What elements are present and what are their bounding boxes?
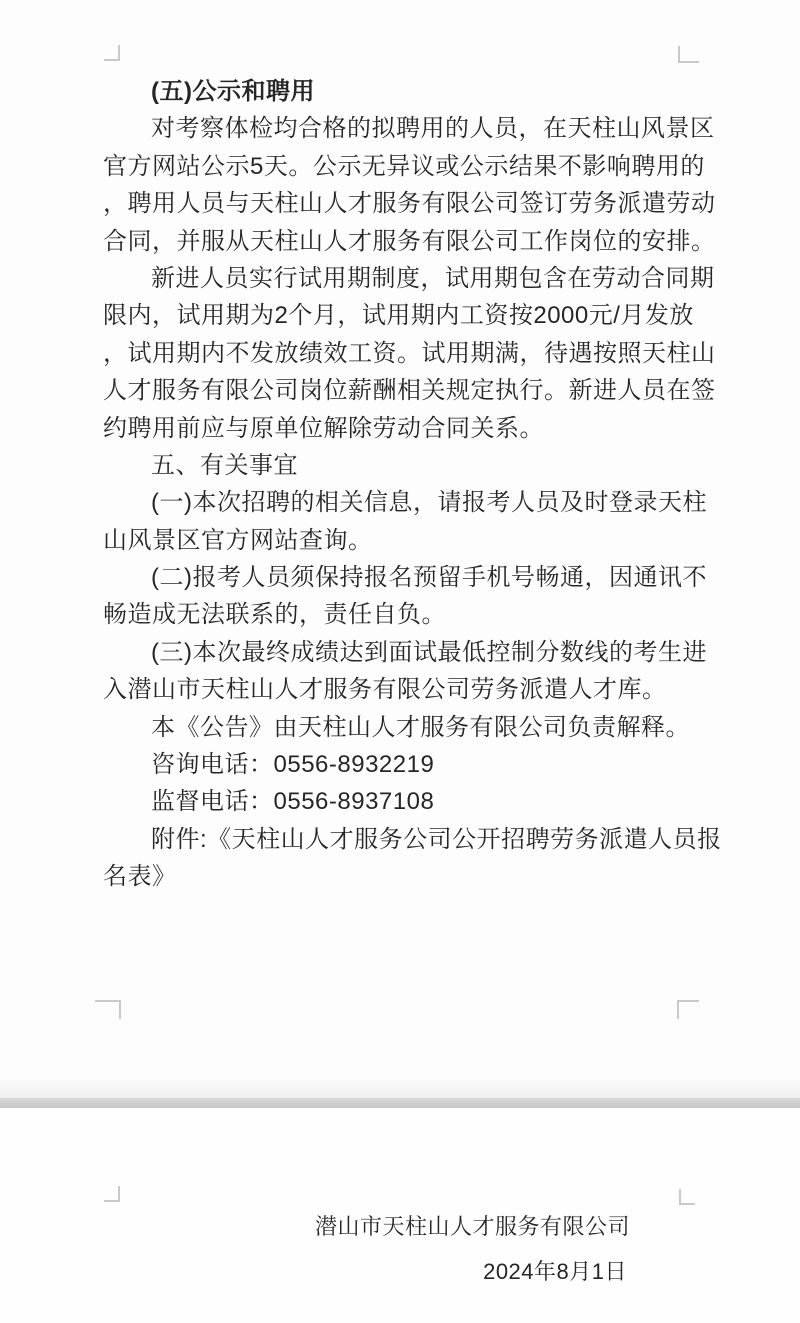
- document-line: 约聘用前应与原单位解除劳动合同关系。: [103, 414, 544, 442]
- document-line: 本《公告》由天柱山人才服务有限公司负责解释。: [151, 713, 690, 741]
- page-break-separator: [0, 1098, 800, 1108]
- attachment-line: 名表》: [103, 863, 177, 891]
- supervision-phone-line: 监督电话：0556-8937108: [151, 788, 435, 816]
- attachment-line: 附件:《天柱山人才服务公司公开招聘劳务派遣人员报: [151, 825, 722, 853]
- document-line: (三)本次最终成绩达到面试最低控制分数线的考生进: [151, 638, 707, 666]
- document-line: 畅造成无法联系的，责任自负。: [103, 601, 446, 629]
- document-line: 对考察体检均合格的拟聘用的人员，在天柱山风景区: [151, 115, 715, 143]
- document-line: 新进人员实行试用期制度，试用期包含在劳动合同期: [151, 264, 715, 292]
- margin-crop-mark-top-left: [104, 45, 120, 61]
- margin-crop-mark-top-right: [678, 46, 699, 63]
- document-line: ，聘用人员与天柱山人才服务有限公司签订劳务派遣劳动: [103, 190, 716, 218]
- signature-date: 2024年8月1日: [483, 1259, 627, 1284]
- document-line: ，试用期内不发放绩效工资。试用期满，待遇按照天柱山: [103, 339, 716, 367]
- document-line: 官方网站公示5天。公示无异议或公示结果不影响聘用的: [103, 152, 705, 180]
- document-line: (一)本次招聘的相关信息，请报考人员及时登录天柱: [151, 489, 707, 517]
- signature-company-name: 潜山市天柱山人才服务有限公司: [314, 1214, 630, 1239]
- document-line: (二)报考人员须保持报名预留手机号畅通，因通讯不: [151, 564, 707, 592]
- document-line: 人才服务有限公司岗位薪酬相关规定执行。新进人员在签: [103, 377, 716, 405]
- document-line: 合同，并服从天柱山人才服务有限公司工作岗位的安排。: [103, 227, 716, 255]
- contact-phone-line: 咨询电话：0556-8932219: [151, 751, 435, 779]
- margin-crop-mark-top-left: [104, 1186, 120, 1202]
- page-bottom-shadow: [0, 1078, 800, 1098]
- margin-crop-mark-bottom-left: [95, 1000, 121, 1019]
- margin-crop-mark-top-right: [679, 1189, 695, 1205]
- margin-crop-mark-bottom-right: [677, 1000, 699, 1019]
- document-line: 入潜山市天柱山人才服务有限公司劳务派遣人才库。: [103, 676, 667, 704]
- document-line: 限内，试用期为2个月，试用期内工资按2000元/月发放: [103, 302, 694, 330]
- section-heading: 五、有关事宜: [151, 451, 298, 479]
- section-heading: (五)公示和聘用: [151, 78, 315, 105]
- document-line: 山风景区官方网站查询。: [103, 526, 373, 554]
- document-body: [103, 73, 722, 896]
